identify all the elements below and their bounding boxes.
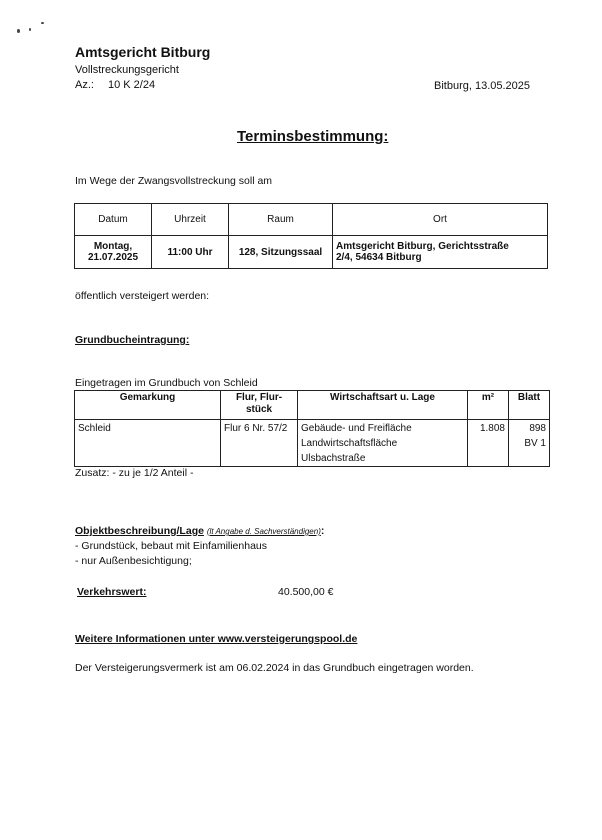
header-gemarkung: Gemarkung [75,391,221,420]
object-description-heading [75,525,324,537]
appointment-room: 128, Sitzungssaal [229,236,333,269]
header-flur [221,391,298,420]
header-flur-line-1: Flur, Flur- [235,392,283,403]
header-area: m² [468,391,509,420]
appointment-location [333,236,548,269]
object-heading-colon: : [320,525,325,537]
row-gemarkung: Schleid [75,420,221,467]
court-department: Vollstreckungsgericht [75,64,179,76]
intro-text: Im Wege der Zwangsvollstreckung soll am [75,175,273,187]
case-number: 10 K 2/24 [108,79,156,91]
location-line-2: 2/4, 54634 Bitburg [336,252,422,263]
usage-line-2: Landwirtschaftsfläche [301,438,398,449]
row-flur: Flur 6 Nr. 57/2 [221,420,298,467]
land-register-table [74,390,550,467]
appointment-header-row [75,204,548,236]
place-date: Bitburg, 13.05.2025 [434,80,531,92]
appointment-weekday: Montag, [93,241,133,252]
object-heading-text: Objektbeschreibung/Lage [75,525,204,537]
market-value-label: Verkehrswert: [77,586,147,598]
header-raum: Raum [229,204,333,236]
usage-line-1: Gebäude- und Freifläche [301,423,412,434]
sheet-line-1: 898 [529,423,546,434]
case-label: Az.: [75,79,94,91]
sheet-line-2: BV 1 [524,438,546,449]
header-datum: Datum [75,204,152,236]
more-info-text: Weitere Informationen unter www.versteigerungspool.de [75,633,358,645]
land-register-intro: Eingetragen im Grundbuch von Schleid [75,377,258,389]
location-line-1: Amtsgericht Bitburg, Gerichtsstraße [336,241,509,252]
appointment-date-value: 21.07.2025 [87,252,139,263]
appointment-data-row [75,236,548,269]
header-flur-line-2: stück [245,404,273,415]
appointment-table [74,203,548,269]
header-uhrzeit: Uhrzeit [152,204,229,236]
court-name: Amtsgericht Bitburg [75,44,211,60]
auction-text: öffentlich versteigert werden: [75,290,210,302]
appointment-date [75,236,152,269]
scan-speck [41,22,44,24]
document-title: Terminsbestimmung: [237,128,389,145]
appointment-time: 11:00 Uhr [152,236,229,269]
market-value: 40.500,00 € [278,586,334,598]
object-item-1: - Grundstück, bebaut mit Einfamilienhaus [75,540,268,552]
land-register-heading: Grundbucheintragung: [75,334,190,346]
row-usage [298,420,468,467]
object-heading-note: (lt Angabe d. Sachverständigen) [206,527,321,536]
land-register-note: Zusatz: - zu je 1/2 Anteil - [75,467,194,479]
row-area: 1.808 [468,420,509,467]
header-sheet: Blatt [509,391,550,420]
row-sheet [509,420,550,467]
header-ort: Ort [333,204,548,236]
scan-speck [17,29,20,33]
header-usage: Wirtschaftsart u. Lage [298,391,468,420]
usage-line-3: Ulsbachstraße [301,453,366,464]
footer-text: Der Versteigerungsvermerk ist am 06.02.2024 in das Grundbuch eingetragen worden. [75,662,474,674]
object-item-2: - nur Außenbesichtigung; [75,555,192,567]
land-register-header-row [75,391,550,420]
scan-speck [29,28,31,31]
land-register-row [75,420,550,467]
